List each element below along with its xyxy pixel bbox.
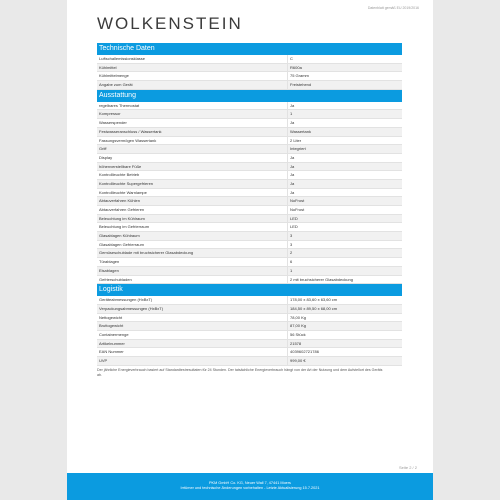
row-label: Kontrollleuchte Betrieb (97, 171, 288, 179)
table-row (97, 215, 402, 224)
row-value: 184,50 x 89,50 x 68,00 cm (290, 305, 338, 311)
table-row (97, 296, 402, 305)
table-row (97, 119, 402, 128)
table-row (97, 145, 402, 154)
energy-footnote: Der jährliche Energieverbrauch basiert auf Standardtestresultaten für 24 Stunden. Der tatsächliche Energieverbrauch hängt von der Art der Nutzung und dem Aufstellort des Geräts ab. (97, 368, 383, 377)
row-label: Kühlmittel (97, 64, 288, 72)
row-label: Kompressor (97, 110, 288, 118)
row-value: Ja (290, 120, 295, 126)
regulation-note: Datenblatt gemäß EU 2019/2016 (367, 6, 419, 10)
row-value: 1 (290, 267, 293, 273)
row-value: 56 Stück (290, 331, 306, 337)
row-label: Containermenge (97, 331, 288, 339)
table-row (97, 241, 402, 250)
row-value: Ja (290, 163, 295, 169)
row-label: Beleuchtung im Gefrierraum (97, 223, 288, 231)
table-row (97, 64, 402, 73)
table-row (97, 267, 402, 276)
table-row (97, 137, 402, 146)
row-label: Türablagen (97, 258, 288, 266)
row-value: Ja (290, 189, 295, 195)
table-row (97, 348, 402, 357)
footer-address: PKM GmbH Co. KG, Neuer Wall 7, 47441 Moers (209, 481, 291, 485)
page-number: Seite 2 / 2 (398, 465, 417, 470)
table-row (97, 154, 402, 163)
row-value: LED (290, 224, 298, 230)
section-header: Ausstattung (97, 90, 402, 102)
row-value: LED (290, 215, 298, 221)
brand-logo: WOLKENSTEIN (97, 14, 243, 33)
table-row (97, 232, 402, 241)
table-row (97, 110, 402, 119)
row-label: Verpackungsabmessungen (HxBxT) (97, 305, 288, 313)
row-label: regelbares Thermostat (97, 102, 288, 110)
table-row (97, 340, 402, 349)
row-value: 1 (290, 111, 293, 117)
section-header: Technische Daten (97, 43, 402, 55)
row-value: Integriert (290, 146, 306, 152)
row-label: Display (97, 154, 288, 162)
section-header: Logistik (97, 284, 402, 296)
row-label: Geräteabmessungen (HxBxT) (97, 296, 288, 304)
row-value: 2 (290, 250, 293, 256)
row-value: Freistehend (290, 82, 312, 88)
row-label: Festwasseranschluss / Wassertank (97, 128, 288, 136)
row-value: Ja (290, 102, 295, 108)
row-value: 178,00 x 83,60 x 63,60 cm (290, 297, 338, 303)
table-row (97, 206, 402, 215)
table-row (97, 331, 402, 340)
row-label: Artikelnummer (97, 340, 288, 348)
row-label: Glasablagen Kühlraum (97, 232, 288, 240)
row-label: Kontrollleuchte Supergefrieren (97, 180, 288, 188)
table-row (97, 128, 402, 137)
table-row (97, 223, 402, 232)
row-value: 999,00 € (290, 358, 306, 363)
row-label: Abtauverfahren Gefrieren (97, 206, 288, 214)
row-label: Eisablagen (97, 267, 288, 275)
row-value: 78,00 Kg (290, 314, 307, 320)
row-label: Griff (97, 145, 288, 153)
datasheet-page (67, 0, 433, 500)
row-value: Wassertank (290, 128, 311, 134)
row-value: 21578 (290, 340, 302, 346)
footer-disclaimer: Irrtümer und technische Änderungen vorbehalten - Letzte Aktualisierung 15.7.2021 (180, 486, 320, 490)
table-row (97, 197, 402, 206)
row-label: Nettogewicht (97, 314, 288, 322)
row-value: 2 mit bruchsicherer Glasabdeckung (290, 276, 353, 282)
table-row (97, 357, 402, 366)
row-value: C (290, 56, 293, 61)
company-footer (67, 473, 433, 500)
table-row (97, 163, 402, 172)
row-label: Angabe zum Gerät (97, 81, 288, 89)
table-row (97, 258, 402, 267)
table-row (97, 322, 402, 331)
table-row (97, 102, 402, 111)
row-label: Bruttogewicht (97, 322, 288, 330)
table-row (97, 180, 402, 189)
table-row (97, 276, 402, 285)
row-label: Wasserspender (97, 119, 288, 127)
row-value: 6 (290, 259, 293, 265)
table-row (97, 81, 402, 90)
row-value: NoFrost (290, 207, 305, 212)
row-label: Glasablagen Gefrierraum (97, 241, 288, 249)
row-label: UVP (97, 357, 288, 365)
row-label: Gemüseschublade mit bruchsicherer Glasabdeckung (97, 249, 288, 257)
row-value: Ja (290, 172, 295, 178)
row-value: 87,00 Kg (290, 323, 307, 329)
table-row (97, 305, 402, 314)
table-row (97, 72, 402, 81)
row-value: 4039602721786 (290, 349, 319, 355)
table-row (97, 189, 402, 198)
spec-table (97, 43, 402, 366)
row-label: Abtauverfahren Kühlen (97, 197, 288, 205)
row-value: Ja (290, 154, 295, 160)
table-row (97, 55, 402, 64)
row-value: R600a (290, 64, 302, 70)
row-label: EAN Nummer (97, 348, 288, 356)
row-label: Gefrierschubladen (97, 276, 288, 284)
row-value: NoFrost (290, 198, 305, 204)
row-label: Fassungsvermögen Wassertank (97, 137, 288, 145)
row-value: 3 (290, 241, 293, 247)
row-label: Beleuchtung im Kühlraum (97, 215, 288, 223)
row-value: 2 Liter (290, 137, 302, 143)
row-value: 75 Gramm (290, 73, 309, 79)
row-label: Kontrollleuchte Warnlampe (97, 189, 288, 197)
row-value: 3 (290, 233, 293, 239)
table-row (97, 171, 402, 180)
table-row (97, 249, 402, 258)
row-label: Luftschallemissionsklasse (97, 55, 288, 63)
row-label: höhenverstellbare Füße (97, 163, 288, 171)
row-value: Ja (290, 180, 295, 186)
table-row (97, 314, 402, 323)
row-label: Kühlmittelmenge (97, 72, 288, 80)
